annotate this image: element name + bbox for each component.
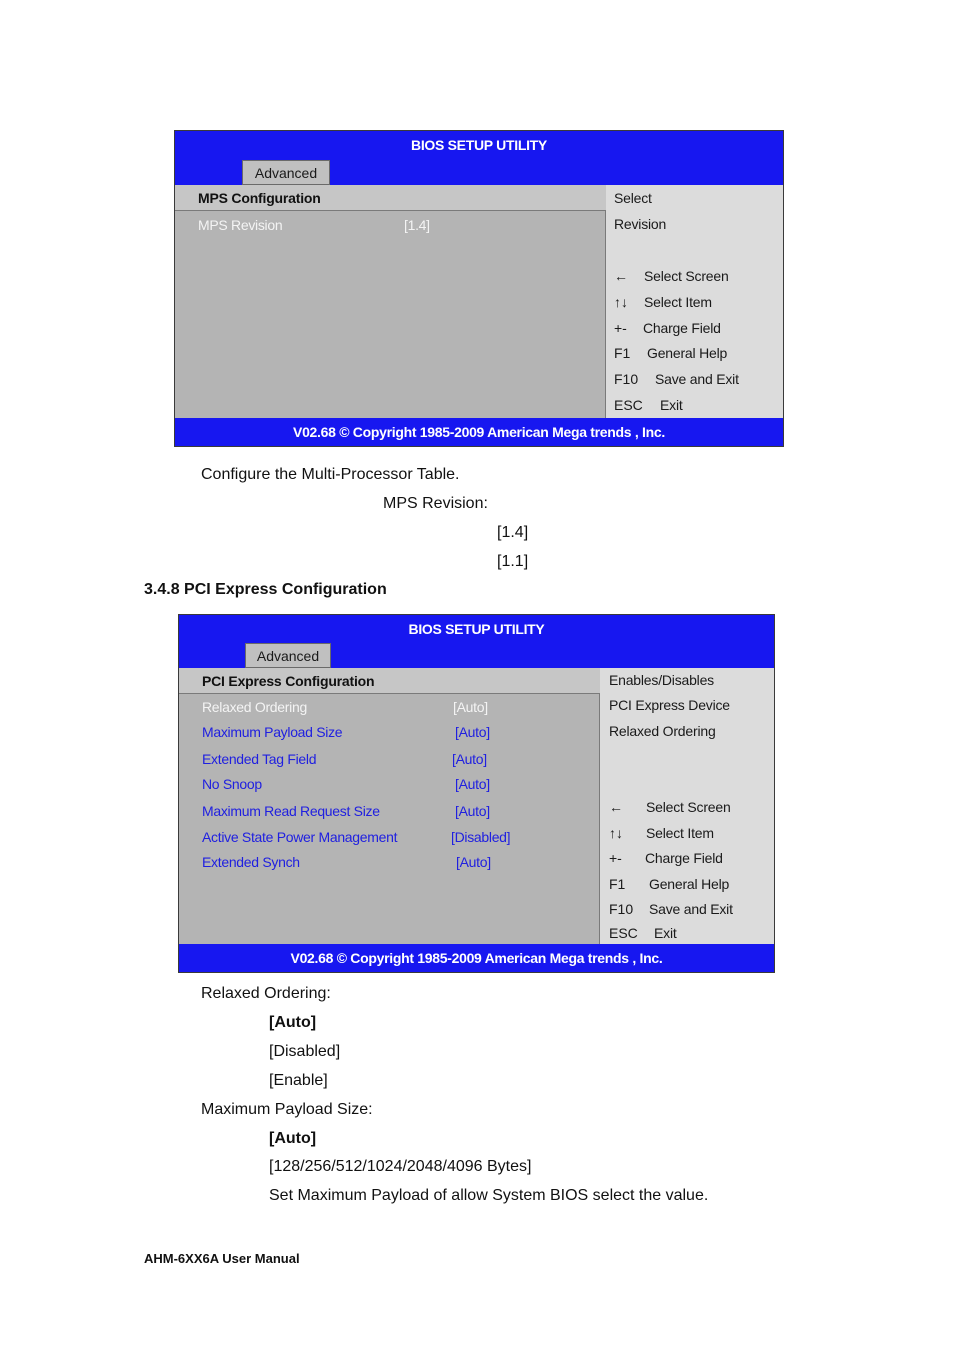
option-extended-tag-field-value[interactable]: [Auto] xyxy=(452,751,487,767)
key-desc: General Help xyxy=(647,345,728,361)
option-extended-synch-label[interactable]: Extended Synch xyxy=(202,854,300,870)
bios-screen-mps xyxy=(174,130,784,447)
option-extended-tag-field-label[interactable]: Extended Tag Field xyxy=(202,751,317,767)
option-aspm-label[interactable]: Active State Power Management xyxy=(202,829,398,845)
option-max-read-request-size-value[interactable]: [Auto] xyxy=(455,803,490,819)
key-f1: F1 xyxy=(614,345,631,361)
max-payload-default: [Auto] xyxy=(269,1130,317,1147)
key-f10: F10 xyxy=(614,371,639,387)
section-title: MPS Configuration xyxy=(198,190,321,206)
bios-title: BIOS SETUP UTILITY xyxy=(411,137,547,153)
key-esc: ESC xyxy=(614,397,643,413)
tab-advanced[interactable]: Advanced xyxy=(245,643,331,668)
key-desc: Select Item xyxy=(646,825,714,841)
max-payload-label: Maximum Payload Size: xyxy=(201,1101,373,1118)
bios-title-bar xyxy=(179,615,774,668)
key-up-down-arrows: ↑↓ xyxy=(609,825,623,841)
option-mps-revision-label[interactable]: MPS Revision xyxy=(198,217,283,233)
option-max-payload-size-value[interactable]: [Auto] xyxy=(455,724,490,740)
section-header xyxy=(179,668,600,694)
key-left-arrow: ← xyxy=(609,799,623,815)
key-plus-minus: +- xyxy=(614,320,627,336)
manual-footer: AHM-6XX6A User Manual xyxy=(144,1251,300,1266)
mps-revision-option: [1.4] xyxy=(497,524,529,541)
key-esc: ESC xyxy=(609,925,638,941)
key-desc: Select Screen xyxy=(646,799,731,815)
mps-revision-option: [1.1] xyxy=(497,553,529,570)
key-desc: Exit xyxy=(654,925,677,941)
help-text-line: Select xyxy=(614,190,652,206)
tab-advanced[interactable]: Advanced xyxy=(242,160,330,185)
help-text-line: Revision xyxy=(614,216,667,232)
bios-title-bar xyxy=(175,131,783,185)
option-relaxed-ordering-label[interactable]: Relaxed Ordering xyxy=(202,699,307,715)
help-text-line: Enables/Disables xyxy=(609,672,714,688)
section-heading: 3.4.8 PCI Express Configuration xyxy=(144,581,387,598)
key-f10: F10 xyxy=(609,901,634,917)
key-desc: Exit xyxy=(660,397,683,413)
key-desc: Charge Field xyxy=(643,320,721,336)
help-text-line: PCI Express Device xyxy=(609,697,730,713)
section-header xyxy=(175,185,606,211)
help-text-line: Relaxed Ordering xyxy=(609,723,716,739)
relaxed-ordering-option: [Enable] xyxy=(269,1072,328,1089)
bios-screen-pci-express xyxy=(178,614,775,973)
key-plus-minus: +- xyxy=(609,850,622,866)
key-desc: Select Screen xyxy=(644,268,729,284)
option-relaxed-ordering-value[interactable]: [Auto] xyxy=(453,699,488,715)
key-desc: Save and Exit xyxy=(649,901,733,917)
bios-copyright-bar: V02.68 © Copyright 1985-2009 American Mega trends , Inc. xyxy=(179,944,774,972)
option-no-snoop-value[interactable]: [Auto] xyxy=(455,776,490,792)
relaxed-ordering-option: [Disabled] xyxy=(269,1043,341,1060)
key-f1: F1 xyxy=(609,876,626,892)
relaxed-ordering-label: Relaxed Ordering: xyxy=(201,985,331,1002)
mps-revision-label: MPS Revision: xyxy=(383,495,488,512)
key-desc: Save and Exit xyxy=(655,371,739,387)
bios-title: BIOS SETUP UTILITY xyxy=(408,621,545,637)
option-max-read-request-size-label[interactable]: Maximum Read Request Size xyxy=(202,803,380,819)
key-left-arrow: ← xyxy=(614,268,628,284)
mps-description: Configure the Multi-Processor Table. xyxy=(201,466,460,483)
option-no-snoop-label[interactable]: No Snoop xyxy=(202,776,262,792)
key-up-down-arrows: ↑↓ xyxy=(614,294,628,310)
option-max-payload-size-label[interactable]: Maximum Payload Size xyxy=(202,724,343,740)
key-desc: General Help xyxy=(649,876,730,892)
option-aspm-value[interactable]: [Disabled] xyxy=(451,829,511,845)
key-desc: Charge Field xyxy=(645,850,723,866)
option-mps-revision-value[interactable]: [1.4] xyxy=(404,217,430,233)
max-payload-option: [128/256/512/1024/2048/4096 Bytes] xyxy=(269,1158,532,1175)
section-title: PCI Express Configuration xyxy=(202,673,375,689)
max-payload-note: Set Maximum Payload of allow System BIOS select the value. xyxy=(269,1187,709,1204)
option-extended-synch-value[interactable]: [Auto] xyxy=(456,854,491,870)
bios-copyright-bar: V02.68 © Copyright 1985-2009 American Mega trends , Inc. xyxy=(175,418,783,446)
key-desc: Select Item xyxy=(644,294,712,310)
relaxed-ordering-default: [Auto] xyxy=(269,1014,317,1031)
